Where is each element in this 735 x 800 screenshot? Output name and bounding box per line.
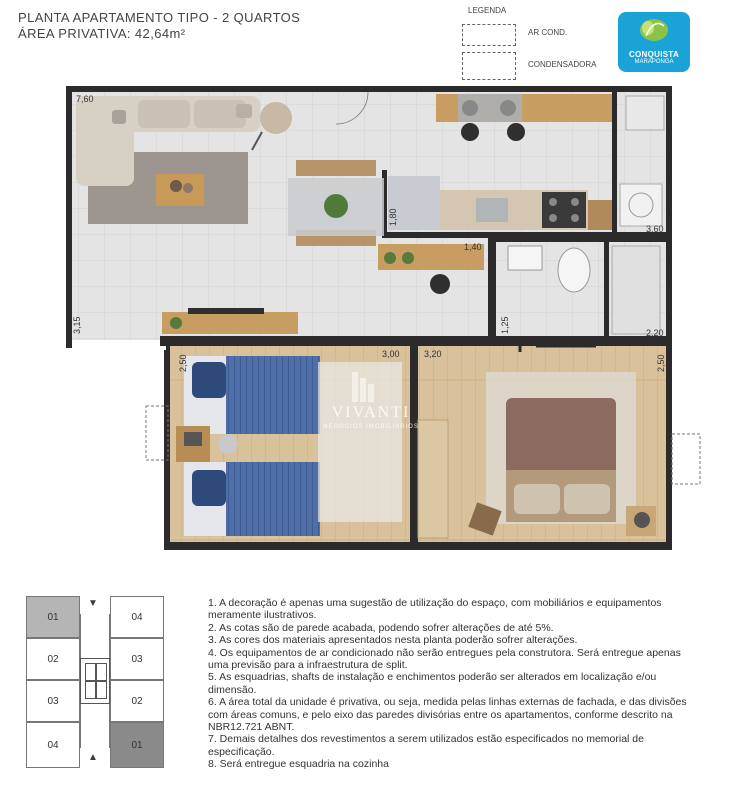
notes [208, 597, 698, 771]
key-unit-right-03: 03 [110, 638, 164, 680]
dim-living-side: 3,15 [72, 316, 82, 334]
dim-bath-h: 1,25 [500, 316, 510, 334]
key-unit-right-02: 02 [110, 680, 164, 722]
key-unit-right-01: 01 [110, 722, 164, 768]
dim-bed2-w: 3,20 [424, 349, 442, 359]
key-arrow-up-icon: ▲ [88, 752, 98, 763]
desk-chair [430, 274, 450, 294]
dining-plant [324, 194, 348, 218]
note-5: 5. As esquadrias, shafts de instalação e enchimentos poderão ser alterados em localização e/ou dimensão. [208, 671, 657, 696]
dim-living-top: 7,60 [76, 94, 94, 104]
note-2: 2. As cotas são de parede acabada, podendo sofrer alterações de até 5%. [208, 621, 554, 634]
dim-service-w: 3,60 [646, 224, 664, 234]
note-3: 3. As cores dos materiais apresentados nesta planta poderão sofrer alterações. [208, 634, 578, 647]
plan-title-line1: PLANTA APARTAMENTO TIPO - 2 QUARTOS [18, 10, 301, 25]
key-unit-left-04: 04 [26, 722, 80, 768]
shower [612, 246, 660, 334]
floor-lamp [260, 102, 292, 134]
dim-bath-w: 2,20 [646, 328, 664, 338]
logo-sub: MARAPONGA [634, 59, 674, 65]
key-unit-left-03: 03 [26, 680, 80, 722]
key-arrow-down-icon: ▼ [88, 598, 98, 609]
kitchen-stool [461, 123, 479, 141]
wardrobe [418, 420, 448, 538]
note-7: 7. Demais detalhes dos revestimentos a serem utilizados estão especificados no memorial de especificação. [208, 733, 644, 758]
watermark-sub: NEGÓCIOS IMOBILIÁRIOS [323, 424, 419, 430]
key-unit-left-02: 02 [26, 638, 80, 680]
legend-heading: LEGENDA [468, 6, 507, 15]
ac-bedroom2 [672, 434, 700, 484]
key-elevator-core [80, 658, 110, 704]
dim-bed2-h: 2,50 [656, 354, 666, 372]
key-plan [26, 596, 162, 766]
laundry-sink [626, 96, 664, 130]
legend-condenser-label: CONDENSADORA [528, 60, 597, 69]
watermark-brand: VIVANTI [331, 404, 411, 421]
logo-name: CONQUISTA [628, 50, 680, 59]
note-6: 6. A área total da unidade é privativa, ou seja, medida pelas linhas externas de fachada, e das divisões com áreas comuns, e pelo eixo das paredes divisórias entre os apartamentos, conforme descrito na NBR12.721 ABNT. [208, 696, 687, 734]
legend-ac-label: AR COND. [528, 28, 568, 37]
key-unit-left-01: 01 [26, 596, 80, 638]
washing-machine [620, 184, 662, 226]
dim-kitchen-h: 1,80 [388, 208, 398, 226]
note-4: 4. Os equipamentos de ar condicionado não serão entregues pela construtora. Será entregue apenas uma previsão para a infraestrutura de split. [208, 646, 681, 672]
tv-rack [162, 312, 298, 334]
note-1: 1. A decoração é apenas uma sugestão de utilização do espaço, com mobiliários e equipamentos meramente ilustrativos. [208, 597, 662, 622]
toilet [558, 248, 590, 292]
dim-bed1-h: 2,50 [178, 354, 188, 372]
note-8: 8. Será entregue esquadria na cozinha [208, 758, 389, 771]
kitchen-sink [476, 198, 508, 222]
bathroom-sink [508, 246, 542, 270]
dim-kitchen-w: 1,40 [464, 242, 482, 252]
cooktop [542, 192, 586, 228]
plan-title-line2: ÁREA PRIVATIVA: 42,64m² [18, 26, 186, 41]
dim-bed1-w: 3,00 [382, 349, 400, 359]
key-unit-right-04: 04 [110, 596, 164, 638]
